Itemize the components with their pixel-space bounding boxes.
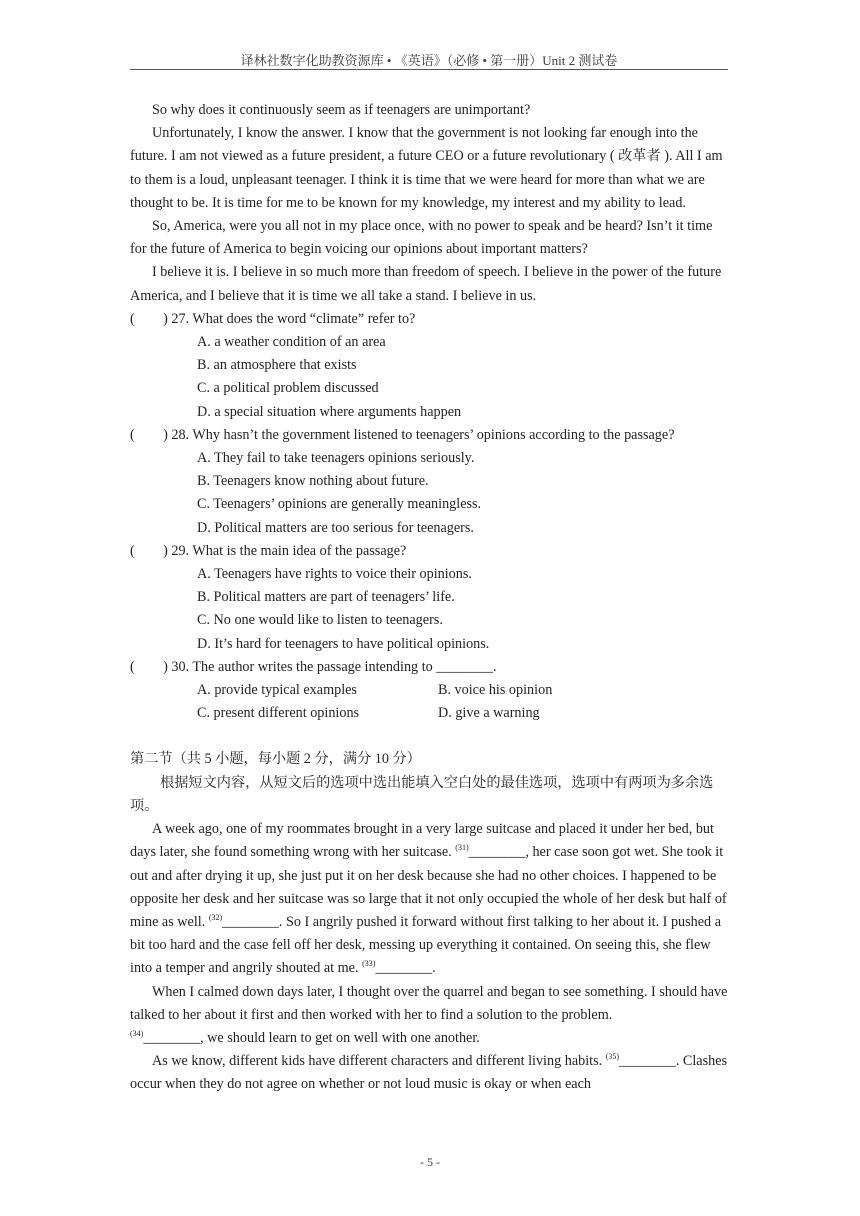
cloze-text: ________, her case soon got wet. She took it out and after drying it up, she just put it on her desk because she had no other choices. I happened to be opposite her desk and her suitcase was so large that it not only occupied the whole of her desk but half of mine as well. <box>130 844 727 930</box>
section-instruction: 根据短文内容，从短文后的选项中选出能填入空白处的最佳选项，选项中有两项为多余选项。 <box>130 774 714 814</box>
page-number: - 5 - <box>420 1155 440 1169</box>
answer-option: D. give a warning <box>438 705 540 722</box>
cloze-text: A week ago, one of my roommates brought in a very large suitcase and placed it under her bed, but days later, she found something wrong with her suitcase. <box>130 821 714 861</box>
answer-option: C. No one would like to listen to teenagers. <box>197 612 443 629</box>
answer-option: B. Teenagers know nothing about future. <box>197 473 429 490</box>
question-27 <box>130 308 730 424</box>
answer-option: B. an atmosphere that exists <box>197 357 357 374</box>
answer-option: D. It’s hard for teenagers to have political opinions. <box>197 635 490 652</box>
question-stem: ( ) 29. What is the main idea of the passage? <box>130 542 407 559</box>
answer-option: C. Teenagers’ opinions are generally meaningless. <box>197 496 482 513</box>
passage-paragraph: So, America, were you all not in my place once, with no power to speak and be heard? Isn’t it time for the future of America to begin voicing our opinions about important matters? <box>130 218 713 258</box>
question-30 <box>130 656 730 726</box>
answer-option-row <box>130 702 730 725</box>
answer-option: A. a weather condition of an area <box>197 334 386 351</box>
question-29 <box>130 540 730 656</box>
passage-paragraph: I believe it is. I believe in so much more than freedom of speech. I believe in the power of the future America, and I believe that it is time we all take a stand. I believe in us. <box>130 264 722 304</box>
cloze-text: ________. So I angrily pushed it forward without first talking to her about it. I pushed a bit too hard and the case fell off her desk, messing up everything it contained. On seeing this, she flew into a temper and angrily shouted at me. <box>130 913 721 977</box>
question-28 <box>130 424 730 540</box>
cloze-text: ________. <box>375 960 436 977</box>
question-stem: ( ) 28. Why hasn’t the government listened to teenagers’ opinions according to the passage? <box>130 426 675 443</box>
blank-number: (34) <box>130 1028 144 1038</box>
answer-option: A. Teenagers have rights to voice their opinions. <box>197 566 472 583</box>
blank-number: (31) <box>455 843 469 853</box>
question-stem: ( ) 30. The author writes the passage intending to ________. <box>130 658 497 675</box>
cloze-text: ________. Clashes occur when they do not agree on whether or not loud music is okay or when each <box>130 1053 728 1093</box>
passage-paragraph: So why does it continuously seem as if teenagers are unimportant? <box>152 102 531 118</box>
answer-option: C. a political problem discussed <box>197 380 379 397</box>
blank-number: (33) <box>362 959 376 969</box>
answer-option: A. provide typical examples <box>197 682 357 699</box>
cloze-text: ________, we should learn to get on well with one another. <box>143 1029 480 1046</box>
answer-option: D. Political matters are too serious for teenagers. <box>197 519 474 536</box>
cloze-text: As we know, different kids have different characters and different living habits. <box>152 1053 606 1070</box>
document-body <box>130 99 730 1097</box>
answer-option: A. They fail to take teenagers opinions seriously. <box>197 450 475 467</box>
page-header: 译林社数字化助教资源库 • 《英语》（必修 • 第一册）Unit 2 测试卷 <box>240 53 618 68</box>
answer-option: B. voice his opinion <box>438 682 553 699</box>
section-title: 第二节（共 5 小题，每小题 2 分，满分 10 分） <box>130 751 421 768</box>
blank-number: (32) <box>208 912 223 922</box>
question-stem: ( ) 27. What does the word “climate” refer to? <box>130 310 416 327</box>
answer-option: D. a special situation where arguments happen <box>197 403 462 420</box>
cloze-paragraph <box>130 818 730 980</box>
header-divider <box>130 69 728 70</box>
answer-option-row <box>130 679 730 702</box>
cloze-paragraph <box>130 981 730 1051</box>
answer-option: B. Political matters are part of teenagers’ life. <box>197 589 455 606</box>
cloze-text: When I calmed down days later, I thought over the quarrel and began to see something. I should have talked to her about it first and then worked with her to find a solution to the problem. <box>130 983 728 1023</box>
answer-option: C. present different opinions <box>197 705 360 722</box>
passage-paragraph: Unfortunately, I know the answer. I know that the government is not looking far enough into the future. I am not viewed as a future president, a future CEO or a future revolutionary ( 改革者 ). All I am to them is a loud, unpleasant teenager. I think it is time that we were heard for more than what we are thought to be. It is time for me to be known for my knowledge, my interest and my ability to lead. <box>130 125 723 211</box>
blank-number: (35) <box>605 1052 620 1062</box>
cloze-paragraph <box>130 1050 730 1096</box>
